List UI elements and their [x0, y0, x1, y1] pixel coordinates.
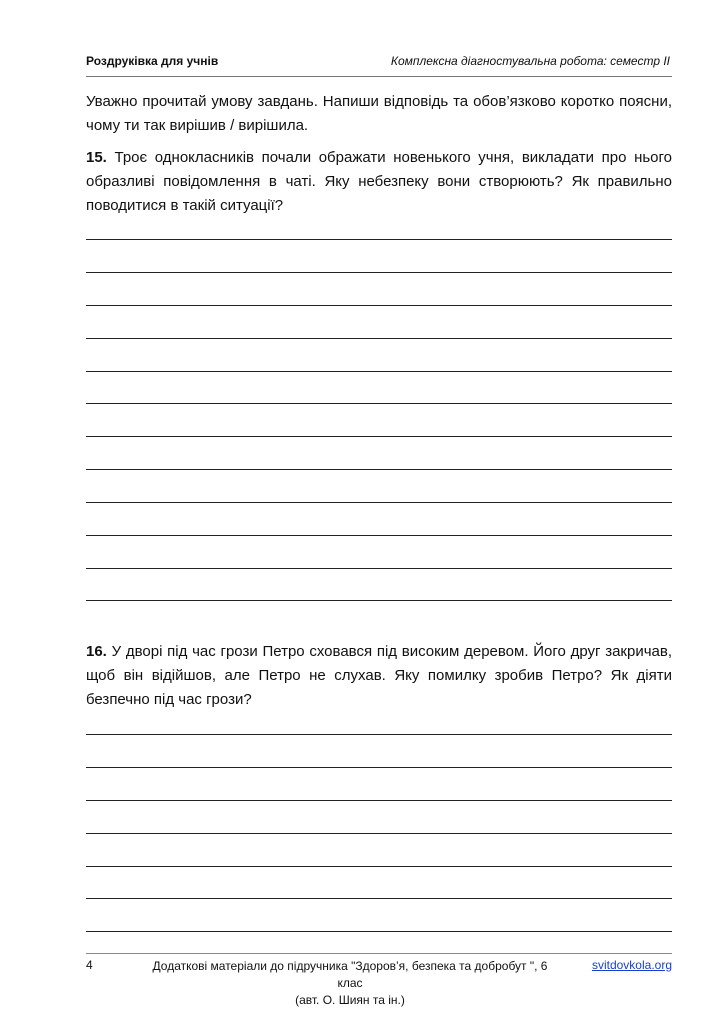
answer-line-q16[interactable]	[86, 767, 672, 768]
answer-line-q15[interactable]	[86, 305, 672, 306]
footer-website-link[interactable]: svitdovkola.org	[591, 958, 672, 972]
page-footer	[86, 958, 672, 1007]
answer-line-q15[interactable]	[86, 502, 672, 503]
answer-line-q16[interactable]	[86, 898, 672, 899]
answer-line-q15[interactable]	[86, 403, 672, 404]
header-left-title: Роздруківка для учнів	[86, 54, 219, 68]
answer-line-q15[interactable]	[86, 469, 672, 470]
answer-line-q16[interactable]	[86, 833, 672, 834]
answer-line-q15[interactable]	[86, 272, 672, 273]
footer-citation-line1: Додаткові матеріали до підручника "Здоров’я, безпека та добробут ", 6 клас	[152, 959, 548, 990]
header-right-title: Комплексна діагностувальна робота: семестр ІІ	[390, 54, 670, 68]
question-15	[86, 146, 672, 218]
answer-line-q15[interactable]	[86, 371, 672, 372]
answer-line-q16[interactable]	[86, 734, 672, 735]
header-divider	[86, 76, 672, 77]
instructions-text: Уважно прочитай умову завдань. Напиши відповідь та обов’язково коротко поясни, чому ти так вирішив / вирішила.	[86, 93, 672, 134]
answer-line-q15[interactable]	[86, 436, 672, 437]
question-16-text: У дворі під час грози Петро сховався під високим деревом. Його друг закричав, щоб він відійшов, але Петро не слухав. Яку помилку зробив Петро? Як діяти безпечно під час грози?	[86, 643, 672, 708]
footer-citation-line2: (авт. О. Шиян та ін.)	[295, 993, 405, 1007]
question-15-number: 15.	[86, 149, 107, 166]
answer-line-q16[interactable]	[86, 800, 672, 801]
footer-divider	[86, 953, 672, 954]
answer-line-q15[interactable]	[86, 568, 672, 569]
page-header	[86, 54, 672, 74]
answer-line-q15[interactable]	[86, 535, 672, 536]
answer-line-q15[interactable]	[86, 338, 672, 339]
page-number: 4	[86, 958, 93, 972]
question-16-number: 16.	[86, 643, 107, 660]
footer-citation	[140, 958, 560, 1009]
question-16	[86, 640, 672, 712]
question-15-text: Троє однокласників почали ображати новенького учня, викладати про нього образливі повідомлення в чаті. Яку небезпеку вони створюють? Як правильно поводитися в такій ситуації?	[86, 149, 673, 214]
answer-line-q16[interactable]	[86, 866, 672, 867]
answer-line-q15[interactable]	[86, 239, 672, 240]
answer-line-q15[interactable]	[86, 600, 672, 601]
answer-line-q16[interactable]	[86, 931, 672, 932]
